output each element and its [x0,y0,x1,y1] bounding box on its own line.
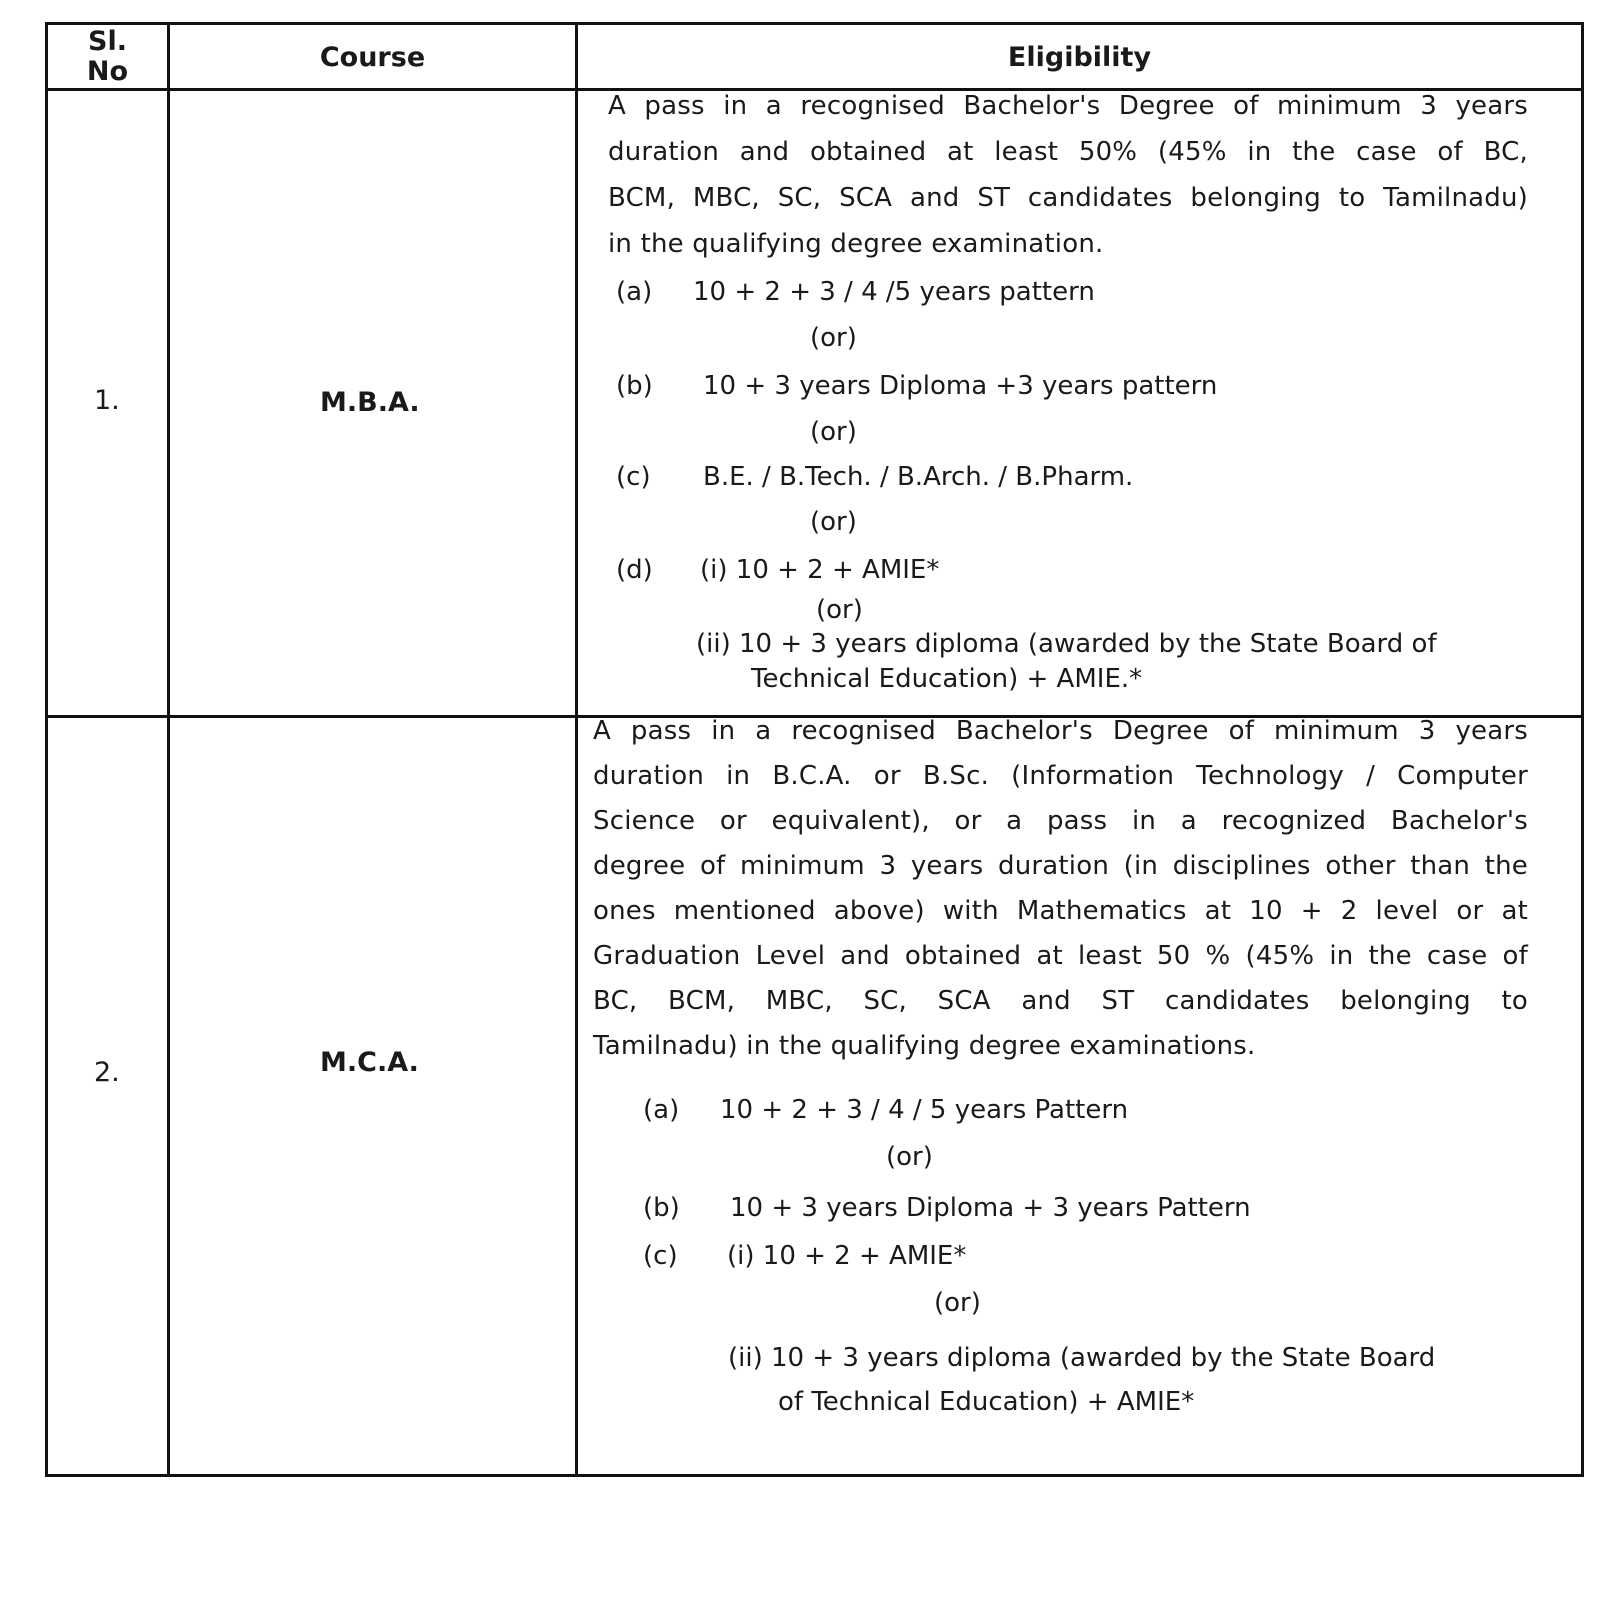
row1-option-d-label: (d) [616,555,653,585]
row2-intro [593,709,1528,1069]
row1-option-d-i: (i) 10 + 2 + AMIE* [700,555,940,585]
row2-or: (or) [934,1288,981,1318]
row1-intro-line: duration and obtained at least 50% (45% in the case of BC, [608,137,1528,167]
row1-intro-line: BCM, MBC, SC, SCA and ST candidates belonging to Tamilnadu) [608,183,1528,213]
row2-option-c-ii-cont: of Technical Education) + AMIE* [778,1387,1195,1417]
row2-option-a: 10 + 2 + 3 / 4 / 5 years Pattern [720,1095,1129,1125]
row2-course: M.C.A. [320,1047,419,1078]
header-eligibility: Eligibility [1007,42,1152,73]
row1-option-a-label: (a) [616,277,653,307]
row1-option-d-ii-cont: Technical Education) + AMIE.* [751,664,1143,694]
row1-or: (or) [810,323,857,353]
row2-intro-line: Science or equivalent), or a pass in a recognized Bachelor's [593,806,1528,836]
row1-or: (or) [816,595,863,625]
row1-option-b: 10 + 3 years Diploma +3 years pattern [703,371,1218,401]
row2-option-c-ii: (ii) 10 + 3 years diploma (awarded by the State Board [728,1343,1436,1373]
header-sl-no-line1: Sl. [88,26,127,57]
row1-course: M.B.A. [320,387,420,418]
row2-option-a-label: (a) [643,1095,680,1125]
row1-intro-line: in the qualifying degree examination. [608,229,1104,259]
column-divider [575,25,578,1474]
row2-intro-line: Graduation Level and obtained at least 50 % (45% in the case of [593,941,1528,971]
row2-option-c-label: (c) [643,1241,678,1271]
row2-option-b: 10 + 3 years Diploma + 3 years Pattern [730,1193,1251,1223]
row2-or: (or) [886,1142,933,1172]
row1-or: (or) [810,417,857,447]
header-sl-no [48,27,167,87]
column-divider [167,25,170,1474]
row2-intro-line: Tamilnadu) in the qualifying degree examinations. [593,1031,1256,1061]
header-sl-no-line2: No [86,56,129,87]
row1-sl-no: 1. [94,385,120,416]
row1-option-c-label: (c) [616,462,651,492]
row2-option-b-label: (b) [643,1193,680,1223]
eligibility-table [45,22,1584,1477]
row2-intro-line: A pass in a recognised Bachelor's Degree of minimum 3 years [593,716,1528,746]
row2-sl-no: 2. [94,1057,120,1088]
row2-option-c-i: (i) 10 + 2 + AMIE* [727,1241,967,1271]
row1-option-c: B.E. / B.Tech. / B.Arch. / B.Pharm. [703,462,1134,492]
row1-or: (or) [810,507,857,537]
row1-intro-line: A pass in a recognised Bachelor's Degree of minimum 3 years [608,91,1528,121]
row1-option-a: 10 + 2 + 3 / 4 /5 years pattern [693,277,1095,307]
header-course: Course [319,42,426,73]
row1-option-b-label: (b) [616,371,653,401]
row1-option-d-ii: (ii) 10 + 3 years diploma (awarded by the State Board of [696,629,1437,659]
row2-intro-line: ones mentioned above) with Mathematics at 10 + 2 level or at [593,896,1528,926]
row2-intro-line: BC, BCM, MBC, SC, SCA and ST candidates belonging to [593,986,1528,1016]
row2-intro-line: degree of minimum 3 years duration (in disciplines other than the [593,851,1528,881]
row1-intro [608,83,1528,267]
row2-intro-line: duration in B.C.A. or B.Sc. (Information Technology / Computer [593,761,1528,791]
